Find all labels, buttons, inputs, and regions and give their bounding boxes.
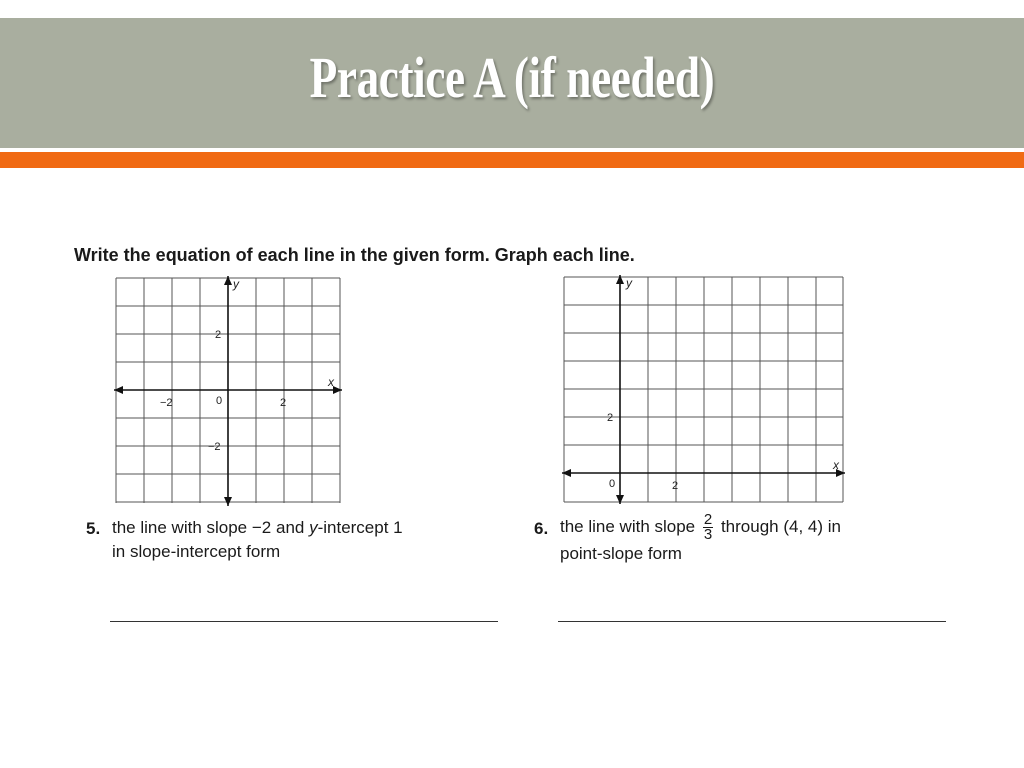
problem-6-suffix: through (4, 4) in [716,516,841,536]
problem-5-slope: −2 [251,518,272,537]
x-axis-right-arrow [333,386,342,394]
problem-6-slope-fraction [703,513,713,542]
y-tick-2: 2 [607,412,614,424]
y-axis-bottom-arrow [616,495,624,504]
coordinate-grid-problem-6 [558,270,848,506]
x-axis-left-arrow [562,469,571,477]
problem-5-form: in slope-intercept form [112,542,281,561]
y-tick-2: 2 [215,329,222,341]
y-axis-top-arrow [224,276,232,285]
y-axis-label: y [233,277,239,291]
problem-5-number: 5. [86,519,101,538]
accent-bar [0,152,1024,168]
problem-5-mid: and [271,518,310,537]
x-tick-2: 2 [280,397,287,409]
x-tick-neg2: −2 [160,397,173,409]
grid-lines [564,277,843,502]
problem-6-text [560,513,841,566]
problem-6-form: point-slope form [560,544,682,563]
slope-numerator: 2 [703,511,713,528]
worksheet-instructions: Write the equation of each line in the given form. Graph each line. [74,245,635,265]
problem-5-answer-line[interactable] [110,621,498,622]
y-axis-label: y [626,276,632,290]
origin-label: 0 [609,478,616,490]
x-tick-2: 2 [672,480,679,492]
x-axis-left-arrow [114,386,123,394]
problem-6-prefix: the line with slope [560,516,700,536]
x-axis-label: x [328,375,334,389]
problem-5-prefix: the line with slope [112,518,252,537]
problem-6-answer-line[interactable] [558,621,946,622]
problem-5-text [112,516,403,564]
y-tick-neg2: −2 [208,441,221,453]
origin-label: 0 [216,395,223,407]
y-axis-top-arrow [616,275,624,284]
problem-5-suffix: -intercept 1 [317,518,403,537]
slide-title: Practice A (if needed) [309,45,715,110]
problem-5-y-variable: y [309,518,318,537]
coordinate-grid-problem-5 [112,270,344,510]
x-axis-label: x [833,458,839,472]
problem-6-number: 6. [534,519,549,538]
slope-denominator: 3 [703,526,713,543]
